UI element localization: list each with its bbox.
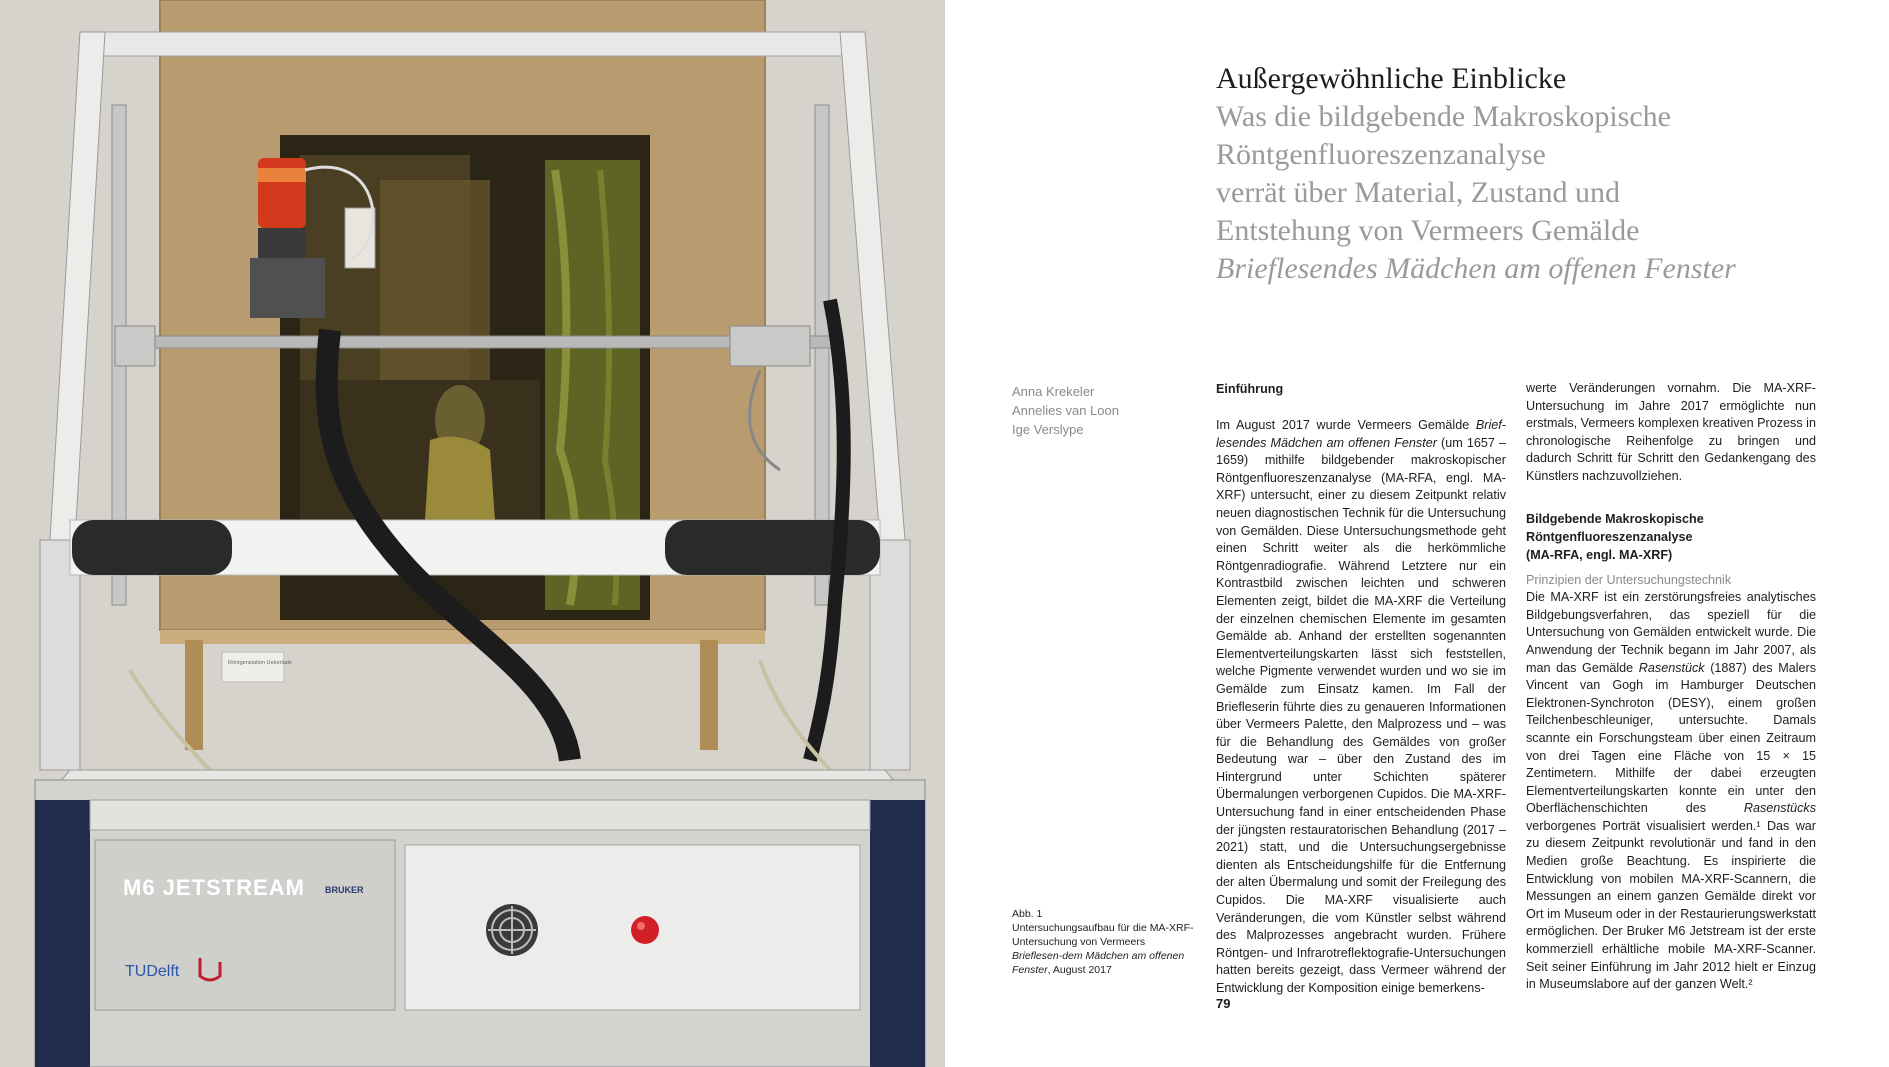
article-title: Außergewöhnliche Einblicke xyxy=(1216,62,1567,95)
subtitle-line-3: verrät über Material, Zustand und xyxy=(1216,176,1621,209)
body-paragraph: Im August 2017 wurde Vermeers Gemälde Brief-lesendes Mädchen am offenen Fenster (um 1657 – 1659) mithilfe bildgebender makroskopischer Röntgenfluoreszenzanalyse (MA-RFA, engl. MA-XRF) untersucht, einer zu diesem Zeitpunkt relativ neuen diagnostischen Technik für die Untersuchung von Gemälden. Diese Untersuchungsmethode geht einen Schritt weiter als die herkömmliche Röntgenradiografie. Während Letztere nur ein Kontrastbild zwischen leichten und schweren Elementen zeigt, bildet die MA-XRF die Verteilung der einzelnen chemischen Elemente im gesamten Gemälde ab. Anhand der erstellten sogenannten Elementverteilungskarten lässt sich feststellen, welche Pigmente verwendet wurden und wo sie im Gemälde zum Einsatz kamen. Im Fall der Briefleserin führte dies zu genaueren Informationen über Vermeers Palette, den Malprozess und – was für die Behandlung des Gemäldes von großer Bedeutung war – über den Zustand des im Hintergrund unter Schichten späterer Übermalungen verborgenen Cupidos. Die MA-XRF-Untersuchung fand in einer entscheidenden Phase der jüngsten restauratorischen Behandlung (2017 – 2021) statt, und die Untersuchungsergebnisse dienten als Entscheidungshilfe für die Entfernung der alten Übermalung und somit der Freilegung des Cupidos. Die MA-XRF visualisierte auch Veränderungen, die vom Künstler selbst während des Malprozesses angebracht wurden. Frühere Röntgen- und Infrarotreflektografie-Untersuchungen hatten bereits gezeigt, dass Vermeer während der Entwicklung der Komposition einige bemerkens- xyxy=(1216,418,1506,995)
author-list xyxy=(1012,382,1119,439)
scan-head xyxy=(250,258,325,318)
caption-text: Untersuchungsaufbau für die MA-XRF-Untersuchung von Vermeers xyxy=(1012,922,1194,948)
author-name: Ige Verslype xyxy=(1012,422,1084,437)
caption-date: , August 2017 xyxy=(1047,964,1112,976)
body-paragraph: werte Veränderungen vornahm. Die MA-XRF-Untersuchung im Jahre 2017 ermöglichte nun erstmals, Vermeers komplexen kreativen Prozess in chronologische Reihenfolge zu bringen und dadurch Schritt für Schritt den Gedankengang des Künstlers nachzuvollziehen. xyxy=(1526,381,1816,483)
caption-painting-title: Brieflesen-dem Mädchen am offenen Fenster xyxy=(1012,950,1185,976)
body-paragraph: Die MA-XRF ist ein zerstörungsfreies analytisches Bildgebungsverfahren, das speziell für die Untersuchung von Gemälden entwickelt wurde. Die Anwendung der Technik begann im Jahr 2007, als man das Gemälde Rasenstück (1887) des Malers Vincent van Gogh im Hamburger Deutschen Elektronen-Synchroton (DESY), einem großen Teilchenbeschleuniger, untersuchte. Damals scannte ein Forschungsteam über einen Zeitraum von drei Tagen eine Fläche von 15 × 15 Zentimetern. Mithilfe der dabei erzeugten Elementverteilungskarten konnte ein unter den Oberflächenschichten des Rasenstücks verborgenes Porträt visualisiert werden.¹ Das war zu diesem Zeitpunkt revolutionär und fand in den Medien große Beachtung. Es inspirierte die Entwicklung von mobilen MA-XRF-Scannern, die Messungen an einem ganzen Gemälde direkt vor Ort im Museum oder in der Restaurierungswerkstatt ermöglichen. Der Bruker M6 Jetstream ist der erste kommerziell erhältliche mobile MA-XRF-Scanner. Seit seiner Einführung im Jahr 2012 hielt er Einzug in Museumslabore auf der ganzen Welt.² xyxy=(1526,590,1816,992)
author-name: Annelies van Loon xyxy=(1012,403,1119,418)
emergency-stop-button xyxy=(631,916,659,944)
caption-label: Abb. 1 xyxy=(1012,908,1043,920)
author-name: Anna Krekeler xyxy=(1012,384,1095,399)
left-roller-grip xyxy=(72,520,232,575)
subsection-heading: Prinzipien der Untersuchungstechnik xyxy=(1526,572,1732,587)
section-heading-line: Röntgenfluoreszenzanalyse xyxy=(1526,529,1693,544)
article-title-block xyxy=(1216,60,1836,288)
bruker-logo: BRUKER xyxy=(325,885,364,895)
subtitle-line-2: Röntgenfluoreszenzanalyse xyxy=(1216,138,1546,171)
paper-tag xyxy=(222,652,284,682)
subtitle-line-1: Was die bildgebende Makroskopische xyxy=(1216,100,1671,133)
section-heading-line: (MA-RFA, engl. MA-XRF) xyxy=(1526,547,1673,562)
paper-tag-label: Röntgenstation Ueberlade xyxy=(228,660,292,666)
cabinet-left-panel xyxy=(95,840,395,1010)
figure-caption xyxy=(1012,907,1197,977)
text-column-2 xyxy=(1526,380,1816,994)
tudelft-logo: TUDelft xyxy=(125,963,180,980)
section-heading-line: Bildgebende Makroskopische xyxy=(1526,511,1704,526)
section-heading: Einführung xyxy=(1216,382,1284,396)
text-page xyxy=(945,0,1889,1067)
subtitle-painting-name: Brieflesendes Mädchen am offenen Fenster xyxy=(1216,252,1736,285)
device-label: M6 JETSTREAM xyxy=(123,875,305,900)
subtitle-line-4: Entstehung von Vermeers Gemälde xyxy=(1216,214,1640,247)
frame-top-beam xyxy=(80,32,865,56)
text-column-1 xyxy=(1216,380,1506,998)
page-number: 79 xyxy=(1216,996,1231,1011)
